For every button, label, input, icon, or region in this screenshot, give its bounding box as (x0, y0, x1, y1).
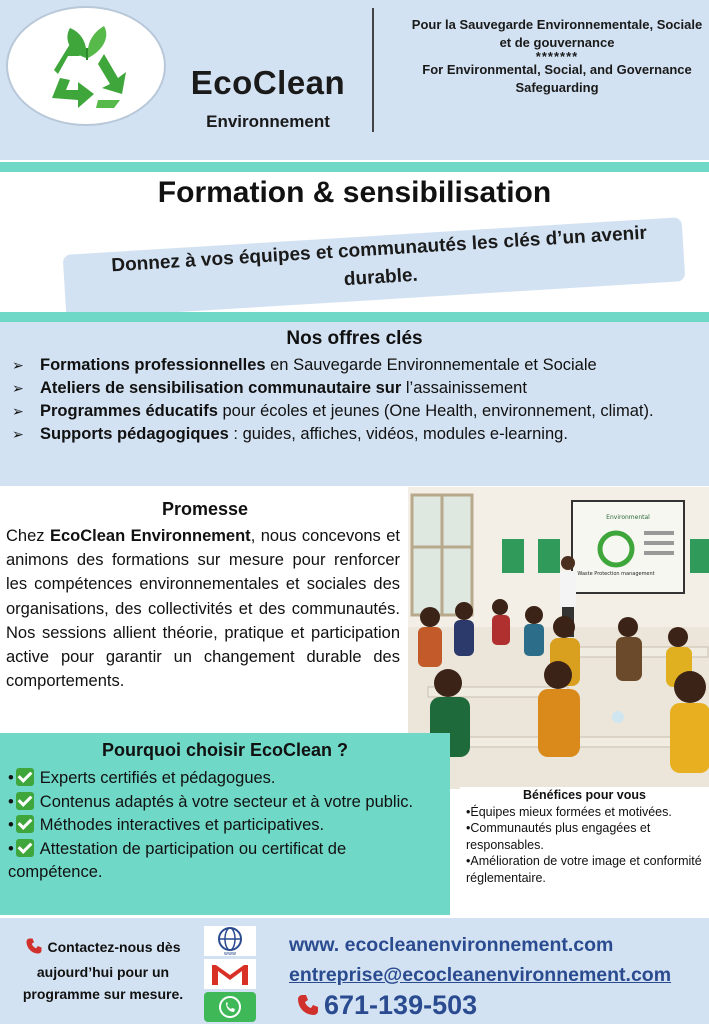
whatsapp-icon[interactable] (204, 992, 256, 1022)
globe-icon[interactable] (204, 926, 256, 956)
tagline-stars: ******* (535, 49, 579, 64)
gmail-icon[interactable] (204, 959, 256, 989)
list-item: •Amélioration de votre image et conformité réglementaire. (466, 854, 702, 885)
list-item (12, 354, 702, 377)
offer-bold: Formations professionnelles (40, 356, 266, 374)
website-link[interactable]: www. ecocleanenvironnement.com (289, 934, 614, 956)
training-session-photo (408, 487, 709, 789)
screen-caption: Waste Protection management (577, 571, 655, 577)
contact-cta (18, 936, 188, 1005)
list-item (12, 400, 702, 423)
why-list (8, 767, 444, 885)
check-icon (16, 839, 34, 857)
list-item: • Contenus adaptés à votre secteur et à votre public. (8, 792, 414, 811)
list-item (12, 377, 702, 400)
offer-text: l’assainissement (401, 379, 527, 397)
promesse-intro: Chez (6, 527, 50, 545)
classroom-illustration (408, 487, 709, 789)
arrow-bullet-icon: ➢ (12, 403, 24, 419)
list-item: • Experts certifiés et pédagogues. (8, 769, 276, 787)
why-item-text: Contenus adaptés à votre secteur et à votre public. (39, 792, 414, 811)
offer-text: pour écoles et jeunes (One Health, environnement, climat). (217, 402, 654, 420)
check-icon (16, 815, 34, 833)
tagline (410, 16, 704, 97)
arrow-bullet-icon: ➢ (12, 380, 24, 396)
promesse-text (6, 524, 400, 693)
list-item (12, 423, 702, 446)
slogan-text: Donnez à vos équipes et communautés les clés d’un avenir durable. (110, 222, 648, 291)
check-icon (16, 792, 34, 810)
offers-list (12, 354, 702, 446)
list-item: • Attestation de participation ou certificat de compétence. (8, 839, 347, 881)
why-section (0, 733, 450, 915)
why-title: Pourquoi choisir EcoClean ? (101, 740, 349, 760)
recycle-leaves-icon (8, 8, 164, 124)
offer-text: en Sauvegarde Environnementale et Sociale (265, 356, 597, 374)
offers-title: Nos offres clés (286, 328, 423, 349)
offer-bold: Supports pédagogiques (40, 425, 229, 443)
offers-section (0, 322, 709, 486)
offer-bold: Ateliers de sensibilisation communautaire sur (40, 379, 402, 397)
why-item-text: Attestation de participation ou certificat de compétence. (8, 839, 347, 881)
www-label: www (223, 951, 237, 956)
phone-icon (25, 937, 43, 961)
arrow-bullet-icon: ➢ (12, 426, 24, 442)
contact-icons (204, 926, 256, 1024)
offer-bold: Programmes éducatifs (40, 402, 218, 420)
brand-name: EcoClean (190, 64, 346, 101)
phone-text[interactable]: 671-139-503 (324, 990, 478, 1020)
benefits-box (460, 787, 709, 915)
tagline-fr: Pour la Sauvegarde Environnementale, Sociale et de gouvernance (411, 17, 703, 50)
list-item: •Équipes mieux formées et motivées. (466, 804, 672, 819)
why-item-text: Méthodes interactives et participatives. (39, 816, 325, 834)
header (0, 0, 709, 160)
header-divider (372, 8, 374, 132)
email-link[interactable]: entreprise@ecocleanenvironnement.com (289, 964, 672, 986)
footer (0, 918, 709, 1024)
promesse-body: , nous concevons et animons des formations sur mesure pour renforcer les compétences environnementales et sociales des organisations, des collectivités et des communautés. Nos sessions allient théorie, pratique et participation active pour garantir un changement durable des comportements. (6, 527, 400, 691)
phone-number[interactable] (296, 990, 477, 1024)
why-item-text: Experts certifiés et pédagogues. (39, 769, 276, 787)
arrow-bullet-icon: ➢ (12, 357, 24, 373)
brand-subtitle: Environnement (206, 112, 330, 131)
logo (6, 6, 166, 126)
screen-title: Environmental (606, 514, 650, 521)
page-title: Formation & sensibilisation (157, 176, 552, 209)
list-item: •Communautés plus engagées et responsables. (466, 821, 651, 852)
list-item: • Méthodes interactives et participatives. (8, 816, 325, 834)
divider-band (0, 162, 709, 172)
phone-icon (296, 993, 320, 1024)
contact-cta-text: Contactez-nous dès aujourd’hui pour un programme sur mesure. (22, 939, 184, 1002)
promesse-brand: EcoClean Environnement (49, 527, 251, 545)
check-icon (16, 768, 34, 786)
promesse-title: Promesse (161, 499, 249, 519)
offer-text: : guides, affiches, vidéos, modules e-learning. (228, 425, 568, 443)
benefits-title: Bénéfices pour vous (523, 788, 646, 802)
tagline-en: For Environmental, Social, and Governance Safeguarding (422, 62, 692, 95)
